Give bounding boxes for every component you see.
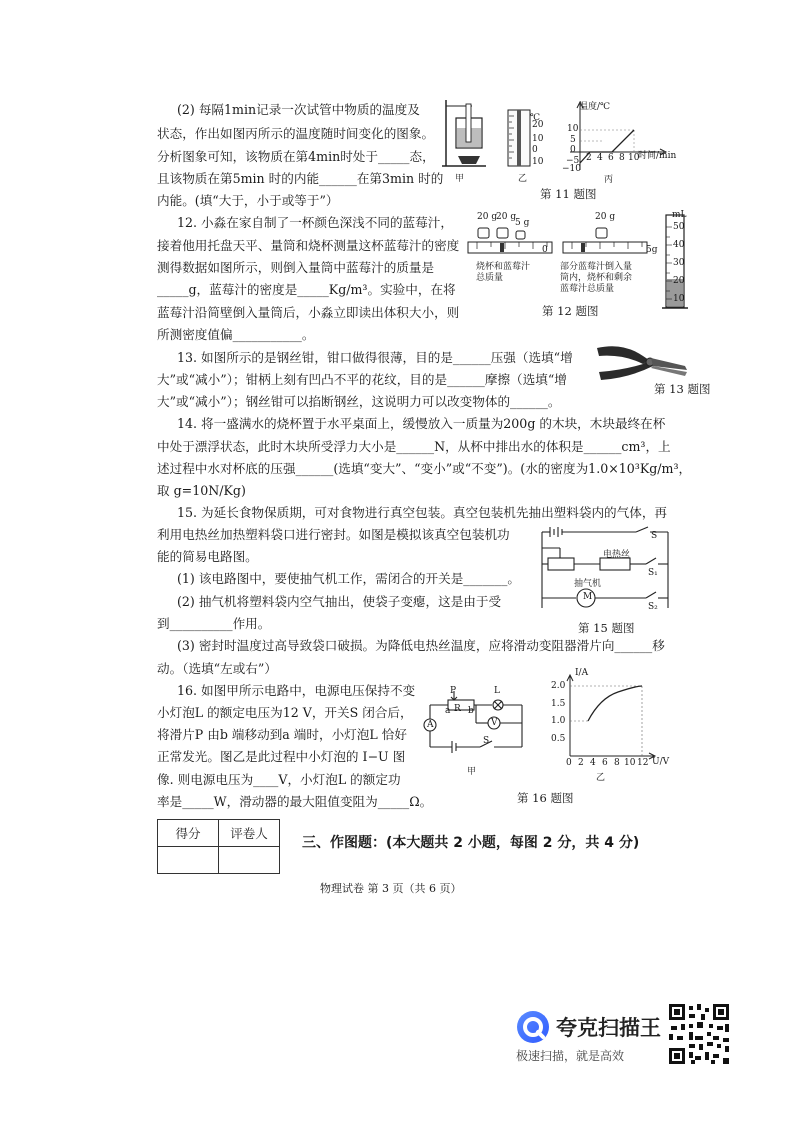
fig11-graph-xlabel: 时间/min (638, 151, 677, 161)
fig11-xtick-4: 4 (597, 153, 603, 163)
fig16-xtick-6: 6 (602, 758, 608, 768)
weight-20g-a: 20 g (477, 212, 498, 222)
fig13-caption: 第 13 题图 (654, 382, 711, 396)
q12-line-3: 测得数据如图所示，则倒入量筒中蓝莓汁的质量是 (157, 260, 435, 275)
fig16-label-ammeter: A (427, 720, 434, 730)
q13-line-3: 大”或“减小”）；钢丝钳可以掐断钢丝，这说明力可以改变物体的______。 (157, 394, 561, 409)
q11-line-3: 分析图象可知，该物质在第4min时处于_____态， (157, 149, 435, 164)
scale-zero: 0 (542, 245, 548, 255)
fig11-xtick-2: 2 (586, 153, 592, 163)
fig11-ytick-m5: −5 (566, 156, 580, 166)
watermark-tagline: 极速扫描，就是高效 (516, 1049, 625, 1063)
q15-line-6: 到__________作用。 (157, 616, 271, 631)
fig12-weights-right (593, 224, 613, 240)
q14-line-4: 取 g=10N/Kg) (157, 483, 246, 498)
fig16-label-a: a (445, 706, 451, 716)
q12-line-1: 12. 小淼在家自制了一杯颜色深浅不同的蓝莓汁， (177, 215, 453, 230)
fig11-ytick-0: 0 (570, 145, 576, 155)
fig16-xtick-8: 8 (614, 758, 620, 768)
fig12-caption: 第 12 题图 (542, 304, 599, 318)
fig15-label-s: S (651, 531, 658, 541)
cyl-tick-50: 50 (673, 222, 685, 232)
q15-line-4: (1) 该电路图中，要使抽气机工作，需闭合的开关是_______。 (177, 571, 520, 586)
q15-line-2: 利用电热丝加热塑料袋口进行密封。如图是模拟该真空包装机功 (157, 527, 510, 542)
fig15-label-motor: M (583, 592, 593, 602)
q16-line-4: 正常发光。图乙是此过程中小灯泡的 I−U 图 (157, 749, 406, 764)
scale-five: 5g (646, 245, 658, 255)
fig16-xtick-0: 0 (566, 758, 572, 768)
q16-line-2: 小灯泡L 的额定电压为12 V，开关S 闭合后， (157, 705, 413, 720)
fig16-label-v: V (491, 718, 498, 728)
q16-line-6: 率是_____W，滑动器的最大阻值变阻为_____Ω。 (157, 794, 433, 809)
q16-line-3: 将滑片P 由b 端移动到a 端时，小灯泡L 恰好 (157, 727, 407, 742)
q15-line-5: (2) 抽气机将塑料袋内空气抽出，使袋子变瘪，这是由于受 (177, 594, 502, 609)
fig11-caption: 第 11 题图 (540, 187, 597, 201)
grader-cell (219, 847, 280, 874)
fig15-label-s1: S₁ (648, 568, 658, 578)
q13-line-1: 13. 如图所示的是钢丝钳，钳口做得很薄，目的是______压强（选填“增 (177, 350, 573, 365)
fig11-xtick-8: 8 (619, 153, 625, 163)
q16-line-5: 像. 则电源电压为____V，小灯泡L 的额定功 (157, 772, 401, 787)
q12-line-2: 接着他用托盘天平、量筒和烧杯测量这杯蓝莓汁的密度 (157, 238, 460, 253)
q16-line-1: 16. 如图甲所示电路中，电源电压保持不变 (177, 683, 416, 698)
q12-line-6: 所测密度值偏___________。 (157, 327, 315, 342)
therm-unit: ℃ (530, 113, 541, 123)
fig11-label-yi: 乙 (518, 174, 528, 184)
q11-line-5: 内能。(填“大于，小于或等于”） (157, 193, 339, 208)
fig11-apparatus (440, 100, 490, 180)
fig16-xtick-2: 2 (578, 758, 584, 768)
therm-tick-10: 10 (532, 134, 544, 144)
q15-line-1: 15. 为延长食物保质期，可对食物进行真空包装。真空包装机先抽出塑料袋内的气体，再 (177, 505, 668, 520)
fig11-ytick-5: 5 (570, 135, 576, 145)
fig16-ytick-05: 0.5 (551, 734, 566, 744)
fig12-label-right: 部分蓝莓汁倒入量 筒内，烧杯和剩余 蓝莓汁总质量 (560, 262, 633, 294)
q13-line-2: 大”或“减小”）；钳柄上刻有凹凸不平的花纹，目的是______摩擦（选填“增 (157, 372, 567, 387)
q15-line-8: 动。（选填“左或右”） (157, 661, 277, 676)
q15-line-7: (3) 密封时温度过高导致袋口破损。为降低电热丝温度，应将滑动变阻器滑片向______移 (177, 638, 665, 653)
q12-line-5: 蓝莓汁沿简壁倒入量筒后，小淼立即读出体积大小，则 (157, 305, 460, 320)
score-cell (158, 847, 219, 874)
fig11-label-bing: 丙 (604, 175, 614, 185)
fig16-label-l: L (494, 686, 500, 696)
q12-line-4: _____g，蓝莓汁的密度是_____Kg/m³。实验中，在将 (157, 282, 456, 297)
q15-line-3: 能的简易电路图。 (157, 549, 258, 564)
fig16-label-s: S (483, 736, 490, 746)
cyl-tick-40: 40 (673, 240, 685, 250)
q14-line-2: 中处于漂浮状态，此时木块所受浮力大小是______N，从杯中排出水的体积是______cm³，上 (157, 439, 671, 454)
fig16-ytick-1: 1.0 (551, 716, 566, 726)
q14-line-1: 14. 将一盛满水的烧杯置于水平桌面上，缓慢放入一质量为200g 的木块，木块最终在杯 (177, 416, 666, 431)
score-header: 得分 (158, 820, 219, 847)
fig11-graph-ylabel: 温度/℃ (579, 102, 611, 112)
scanner-logo-icon (515, 1009, 551, 1045)
fig12-weights-left (476, 224, 536, 240)
fig16-label-yi: 乙 (596, 773, 606, 783)
cyl-unit: mL (672, 210, 687, 220)
fig16-label-b: b (468, 706, 474, 716)
q11-line-1: (2) 每隔1min记录一次试管中物质的温度及 (177, 102, 420, 117)
fig16-label-jia: 甲 (467, 767, 477, 777)
fig12-scale-right (562, 240, 648, 256)
weight-20g-b: 20 g (496, 212, 517, 222)
fig12-scale-left (467, 240, 553, 256)
fig11-label-jia: 甲 (455, 174, 465, 184)
fig16-xtick-4: 4 (590, 758, 596, 768)
cyl-tick-10: 10 (673, 294, 685, 304)
fig15-caption: 第 15 题图 (578, 621, 635, 635)
fig15-label-pump: 抽气机 (574, 579, 602, 589)
weight-5g: 5 g (515, 218, 530, 228)
therm-tick-m10: 10 (532, 157, 544, 167)
watermark-brand: 夸克扫描王 (556, 1016, 661, 1040)
fig11-xtick-10: 10 (628, 153, 640, 163)
fig16-xtick-12: 12 (637, 758, 649, 768)
fig16-caption: 第 16 题图 (517, 791, 574, 805)
fig11-ytick-10: 10 (567, 124, 579, 134)
fig15-label-heater: 电热丝 (603, 550, 631, 560)
fig16-xtick-10: 10 (624, 758, 636, 768)
section-title: 三、作图题：(本大题共 2 小题，每图 2 分，共 4 分) (302, 835, 640, 851)
cyl-tick-30: 30 (673, 258, 685, 268)
fig16-label-p: P (450, 686, 457, 696)
fig16-ylabel: I/A (575, 668, 589, 678)
fig16-label-r: R (454, 704, 461, 714)
fig16-xlabel: U/V (652, 757, 670, 767)
therm-tick-0: 0 (532, 145, 538, 155)
fig12-label-left: 烧杯和蓝莓汁 总质量 (476, 262, 531, 283)
fig11-ytick-m10: −10 (562, 164, 581, 174)
page-footer: 物理试卷 第 3 页（共 6 页） (320, 882, 462, 895)
weight-20g-c: 20 g (595, 212, 616, 222)
therm-tick-20: 20 (532, 120, 544, 130)
q11-line-2: 状态，作出如图丙所示的温度随时间变化的图象。 (157, 126, 435, 141)
fig11-xtick-6: 6 (608, 153, 614, 163)
qr-code-icon (667, 1002, 731, 1066)
q14-line-3: 述过程中水对杯底的压强______(选填“变大”、“变小”或“不变”)。(水的密度为1.0×10³Kg/m³， (157, 461, 692, 476)
fig16-circuit (418, 685, 530, 757)
q11-line-4: 且该物质在第5min 时的内能______在第3min 时的 (157, 171, 444, 186)
grader-header: 评卷人 (219, 820, 280, 847)
fig16-ytick-2: 2.0 (551, 681, 566, 691)
fig15-label-s2: S₂ (648, 602, 658, 612)
score-table (157, 819, 280, 874)
fig16-ytick-15: 1.5 (551, 699, 566, 709)
cyl-tick-20: 20 (673, 276, 685, 286)
